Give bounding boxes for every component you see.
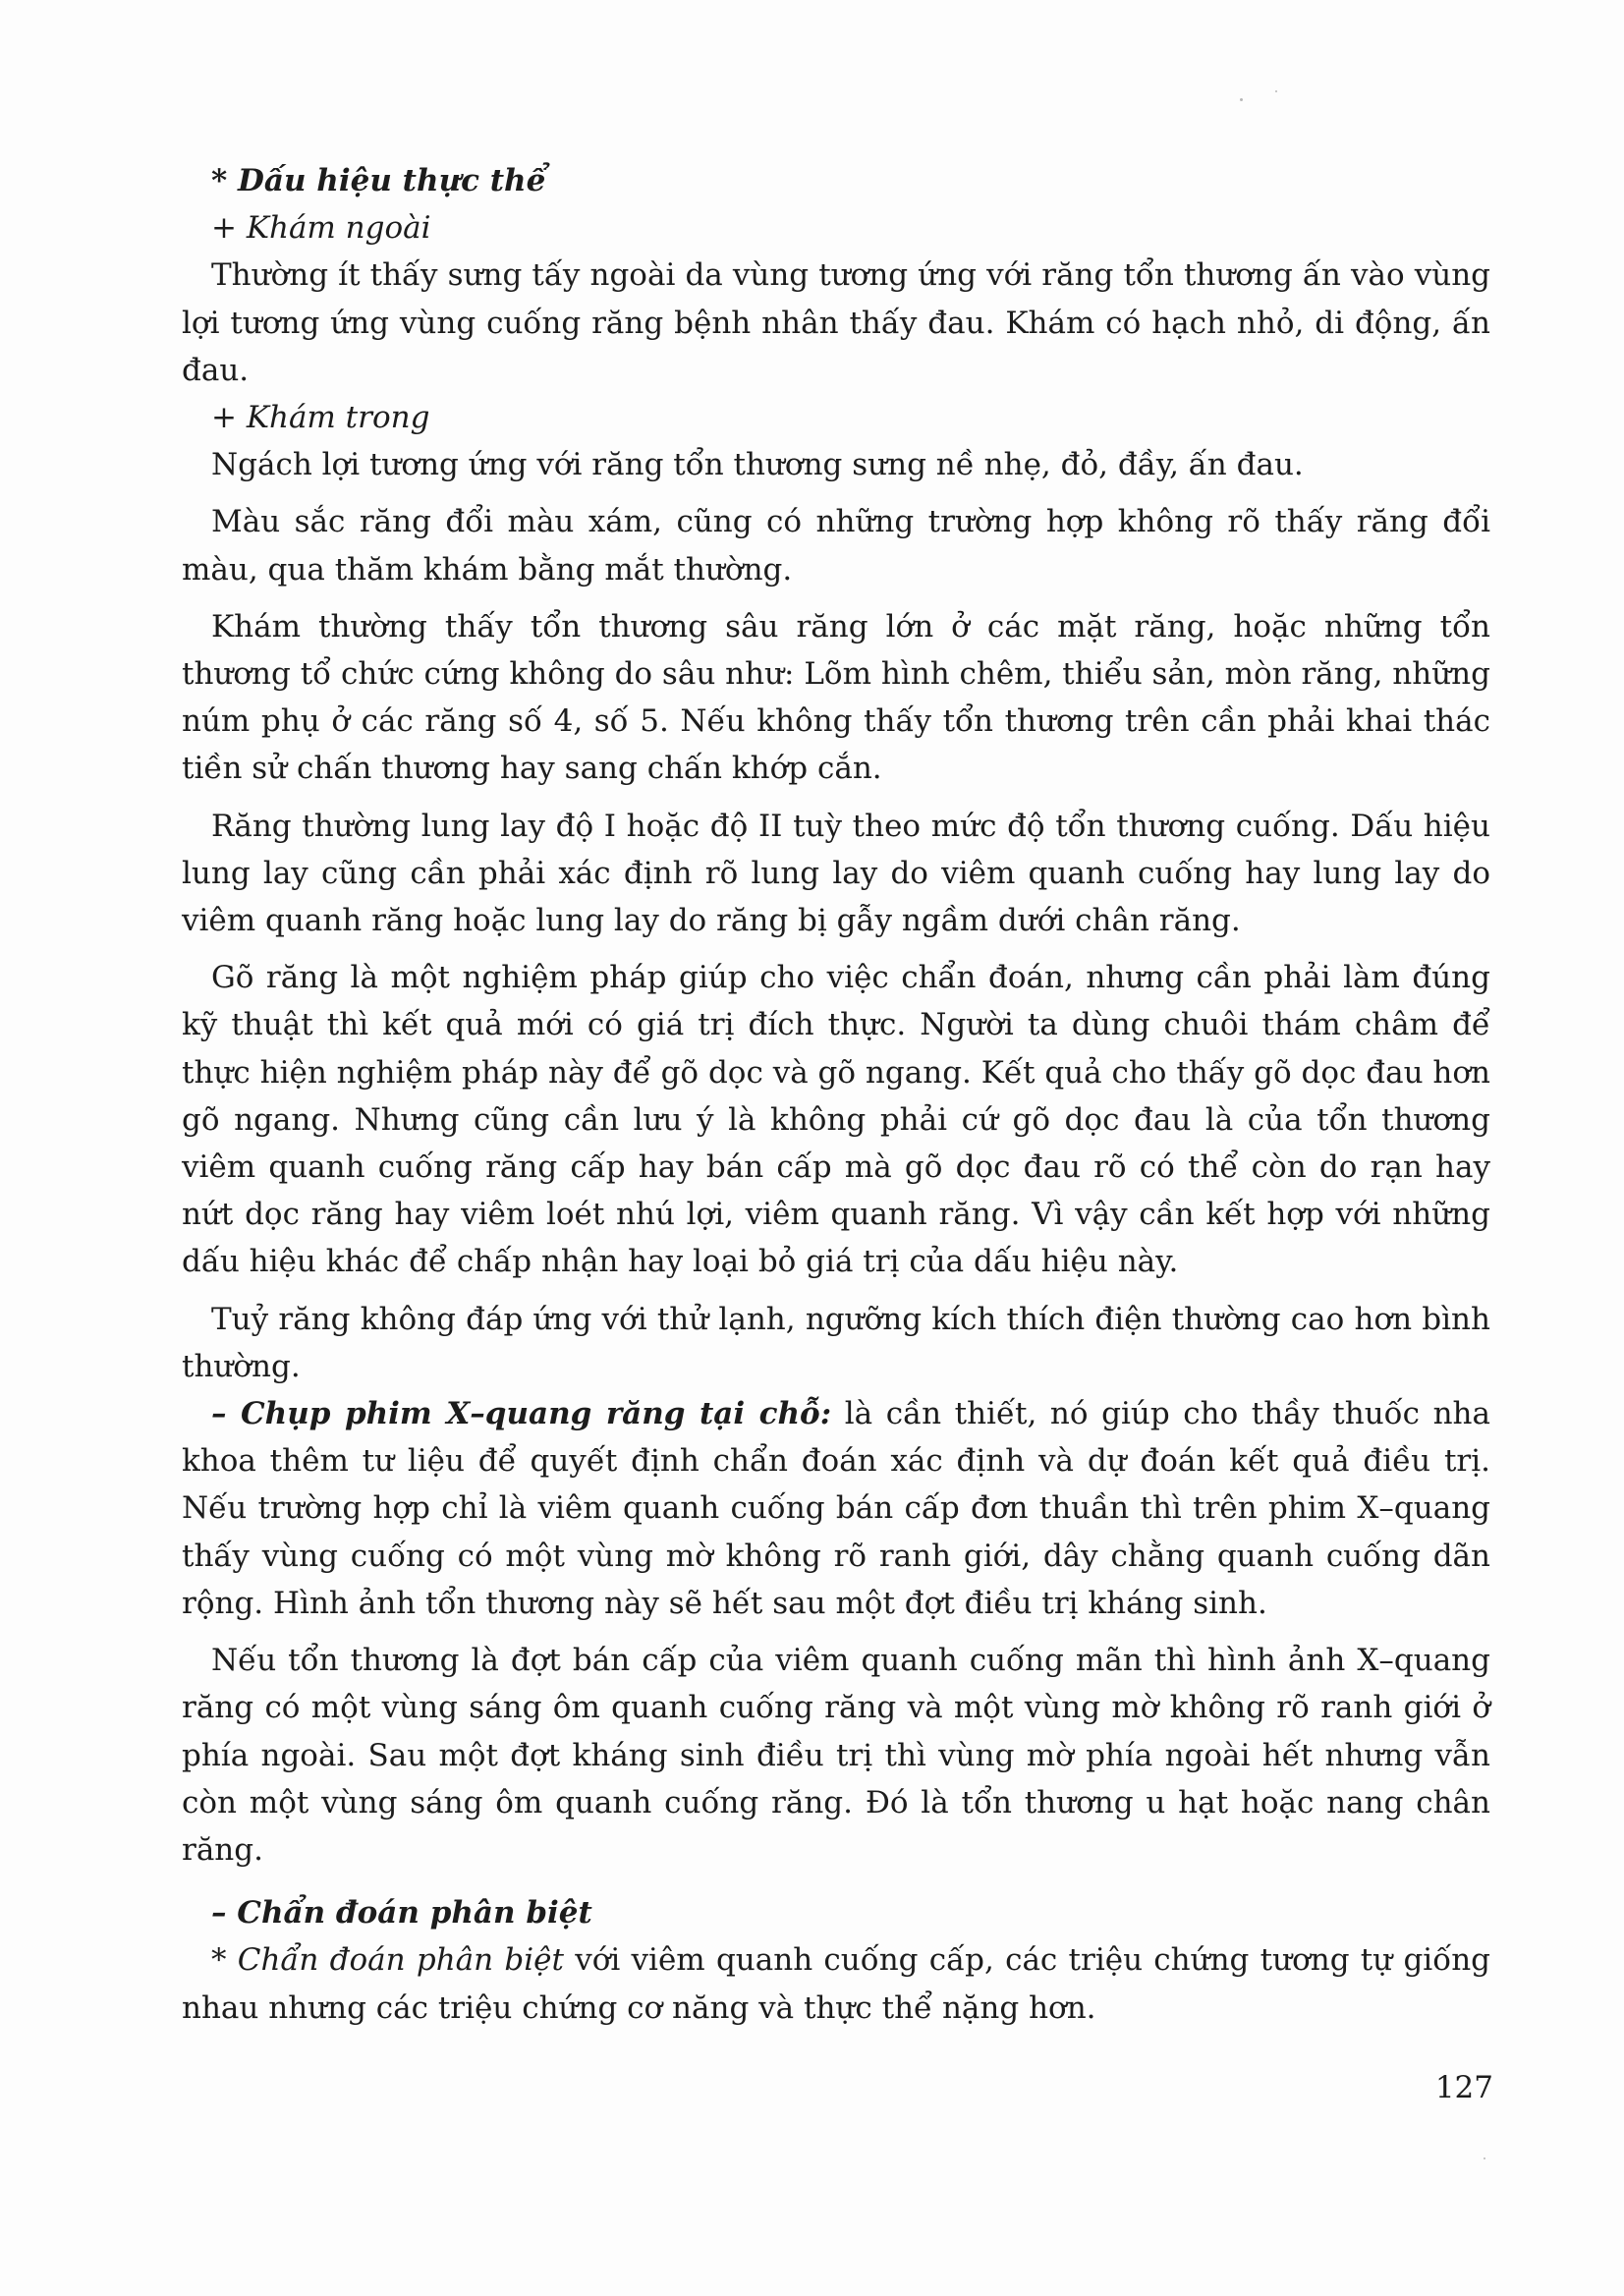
heading-internal-exam: + Khám trong bbox=[211, 400, 430, 436]
paragraph-gum-swelling: Ngách lợi tương ứng với răng tổn thương sưng nề nhẹ, đỏ, đầy, ấn đau. bbox=[211, 447, 1304, 483]
heading-differential-diagnosis: – Chẩn đoán phân biệt bbox=[211, 1895, 592, 1932]
paragraph-tooth-color: Màu sắc răng đổi màu xám, cũng có những trường hợp không rõ thấy răng đổi màu, qua thăm khám bằng mắt thường. bbox=[182, 504, 1490, 588]
paragraph-external-exam: Thường ít thấy sưng tấy ngoài da vùng tương ứng với răng tổn thương ấn vào vùng lợi tương ứng vùng cuống răng bệnh nhân thấy đau. Khám có hạch nhỏ, di động, ấn đau. bbox=[182, 257, 1490, 388]
paragraph-caries-lesions: Khám thường thấy tổn thương sâu răng lớn ở các mặt răng, hoặc những tổn thương tổ chức cứng không do sâu như: Lõm hình chêm, thiểu sản, mòn răng, những núm phụ ở các răng số 4, số 5. Nếu không thấy tổn thương trên cần phải khai thác tiền sử chấn thương hay sang chấn khớp cắn. bbox=[182, 608, 1490, 787]
xray-text: là cần thiết, nó giúp cho thầy thuốc nha khoa thêm tư liệu để quyết định chẩn đoán xác định và dự đoán kết quả điều trị. Nếu trường hợp chỉ là viêm quanh cuống bán cấp đơn thuần thì trên phim X–quang thấy vùng cuống có một vùng mờ không rõ ranh giới, dây chằng quanh cuống dãn rộng. Hình ảnh tổn thương này sẽ hết sau một đợt điều trị kháng sinh. bbox=[182, 1396, 1490, 1621]
paragraph-differential bbox=[182, 1936, 1490, 2031]
paragraph-percussion-test: Gõ răng là một nghiệm pháp giúp cho việc chẩn đoán, nhưng cần phải làm đúng kỹ thuật thì kết quả mới có giá trị đích thực. Người ta dùng chuôi thám châm để thực hiện nghiệm pháp này để gõ dọc và gõ ngang. Kết quả cho thấy gõ dọc đau hơn gõ ngang. Nhưng cũng cần lưu ý là không phải cứ gõ dọc đau là của tổn thương viêm quanh cuống răng cấp hay bán cấp mà gõ dọc đau rõ có thể còn do rạn hay nứt dọc răng hay viêm loét nhú lợi, viêm quanh răng. Vì vậy cần kết hợp với những dấu hiệu khác để chấp nhận hay loại bỏ giá trị của dấu hiệu này. bbox=[182, 960, 1490, 1280]
paragraph-xray bbox=[182, 1390, 1490, 1627]
differential-label: * Chẩn đoán phân biệt bbox=[211, 1942, 564, 1979]
paragraph-tooth-mobility: Răng thường lung lay độ I hoặc độ II tuỳ theo mức độ tổn thương cuống. Dấu hiệu lung lay cũng cần phải xác định rõ lung lay do viêm quanh cuống hay lung lay do viêm quanh răng hoặc lung lay do răng bị gẫy ngầm dưới chân răng. bbox=[182, 808, 1490, 939]
page-content bbox=[182, 157, 1490, 2032]
scan-speck bbox=[1275, 90, 1277, 92]
paragraph-xray-chronic: Nếu tổn thương là đợt bán cấp của viêm quanh cuống mãn thì hình ảnh X–quang răng có một vùng sáng ôm quanh cuống răng và một vùng mờ không rõ ranh giới ở phía ngoài. Sau một đợt kháng sinh điều trị thì vùng mờ phía ngoài hết nhưng vẫn còn một vùng sáng ôm quanh cuống răng. Đó là tổn thương u hạt hoặc nang chân răng. bbox=[182, 1643, 1490, 1868]
page-number: 127 bbox=[1434, 2070, 1493, 2105]
scan-speck bbox=[1240, 98, 1243, 101]
paragraph-pulp-test: Tuỷ răng không đáp ứng với thử lạnh, ngưỡng kích thích điện thường cao hơn bình thường. bbox=[182, 1301, 1490, 1384]
heading-physical-signs: * Dấu hiệu thực thể bbox=[211, 163, 546, 198]
xray-label: – Chụp phim X–quang răng tại chỗ: bbox=[211, 1396, 832, 1432]
differential-text: với viêm quanh cuống cấp, các triệu chứng tương tự giống nhau nhưng các triệu chứng cơ năng và thực thể nặng hơn. bbox=[182, 1942, 1491, 2026]
heading-external-exam: + Khám ngoài bbox=[211, 210, 431, 247]
scan-speck bbox=[1484, 2157, 1485, 2159]
